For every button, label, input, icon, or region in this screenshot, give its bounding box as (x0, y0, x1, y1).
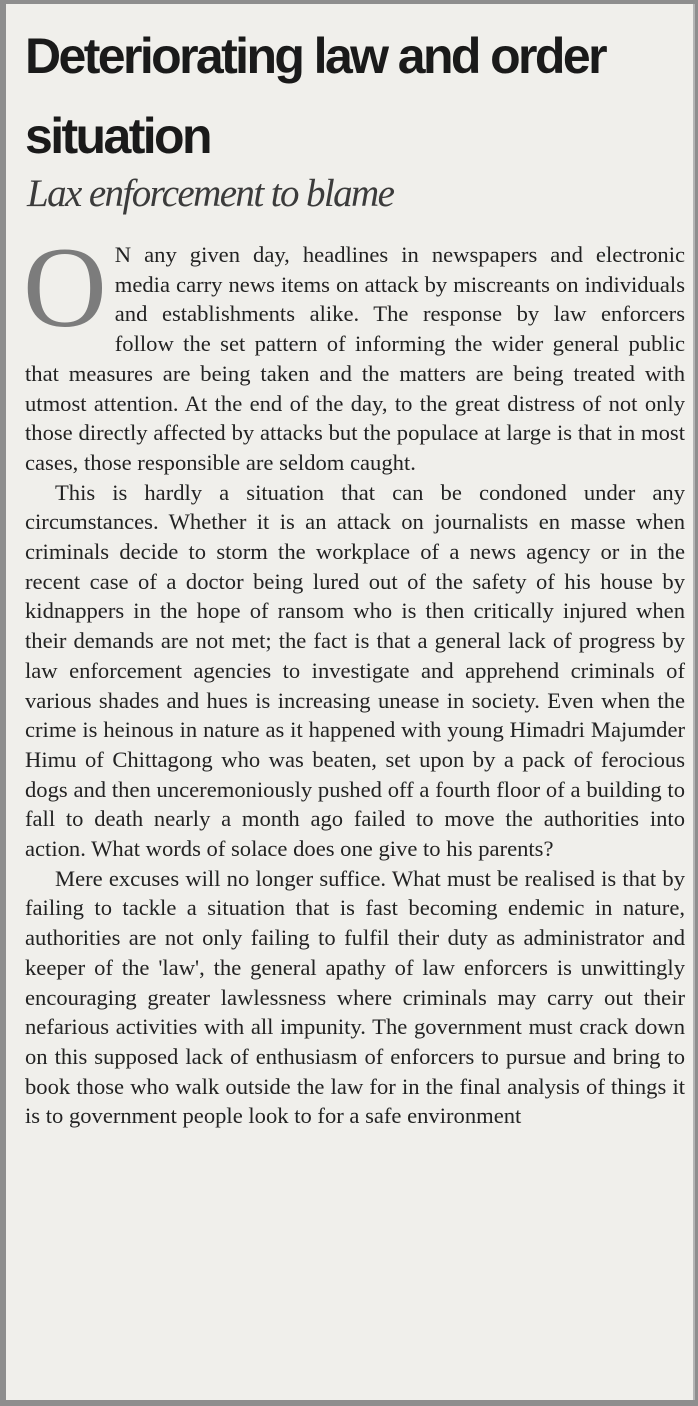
subheadline: Lax enforcement to blame (27, 172, 394, 215)
article-paragraph-2: This is hardly a situation that can be condoned under any circumstances. Whether it is an attack on journalists en masse when criminals decide to storm the workplace of a news agency or in the recent case of a doctor being lured out of the safety of his house by kidnappers in the hope of ransom who is then critically injured when their demands are not met; the fact is that a general lack of progress by law enforcement agencies to investigate and apprehend criminals of various shades and hues is increasing unease in society. Even when the crime is heinous in nature as it happened with young Himadri Majumder Himu of Chittagong who was beaten, set upon by a pack of ferocious dogs and then unceremoniously pushed off a fourth floor of a building to fall to death nearly a month ago failed to move the authorities into action. What words of solace does one give to his parents? (25, 479, 685, 862)
article-paragraph-3: Mere excuses will no longer suffice. What must be realised is that by failing to tackle a situation that is fast becoming endemic in nature, authorities are not only failing to fulfil their duty as administrator and keeper of the 'law', the general apathy of law enforcers is unwittingly encouraging greater lawlessness where criminals may carry out their nefarious activities with all impunity. The government must crack down on this supposed lack of enthusiasm of enforcers to pursue and bring to book those who walk outside the law for in the final analysis of things it is to government people look to for a safe environment (25, 865, 685, 1129)
drop-cap: O (23, 224, 107, 352)
article-paragraph-1 (23, 224, 685, 478)
newspaper-clipping (6, 4, 695, 1400)
article-body (23, 224, 685, 1131)
paragraph-text: N any given day, headlines in newspapers and electronic media carry news items on attack by miscreants on individuals and establishments alike. The response by law enforcers follow the set pattern of informing the wider general public that measures are being taken and the matters are being treated with utmost attention. At the end of the day, to the great distress of not only those directly affected by attacks but the populace at large is that in most cases, those responsible are seldom caught. (25, 242, 685, 475)
headline: Deteriorating law and order situation (25, 28, 605, 164)
